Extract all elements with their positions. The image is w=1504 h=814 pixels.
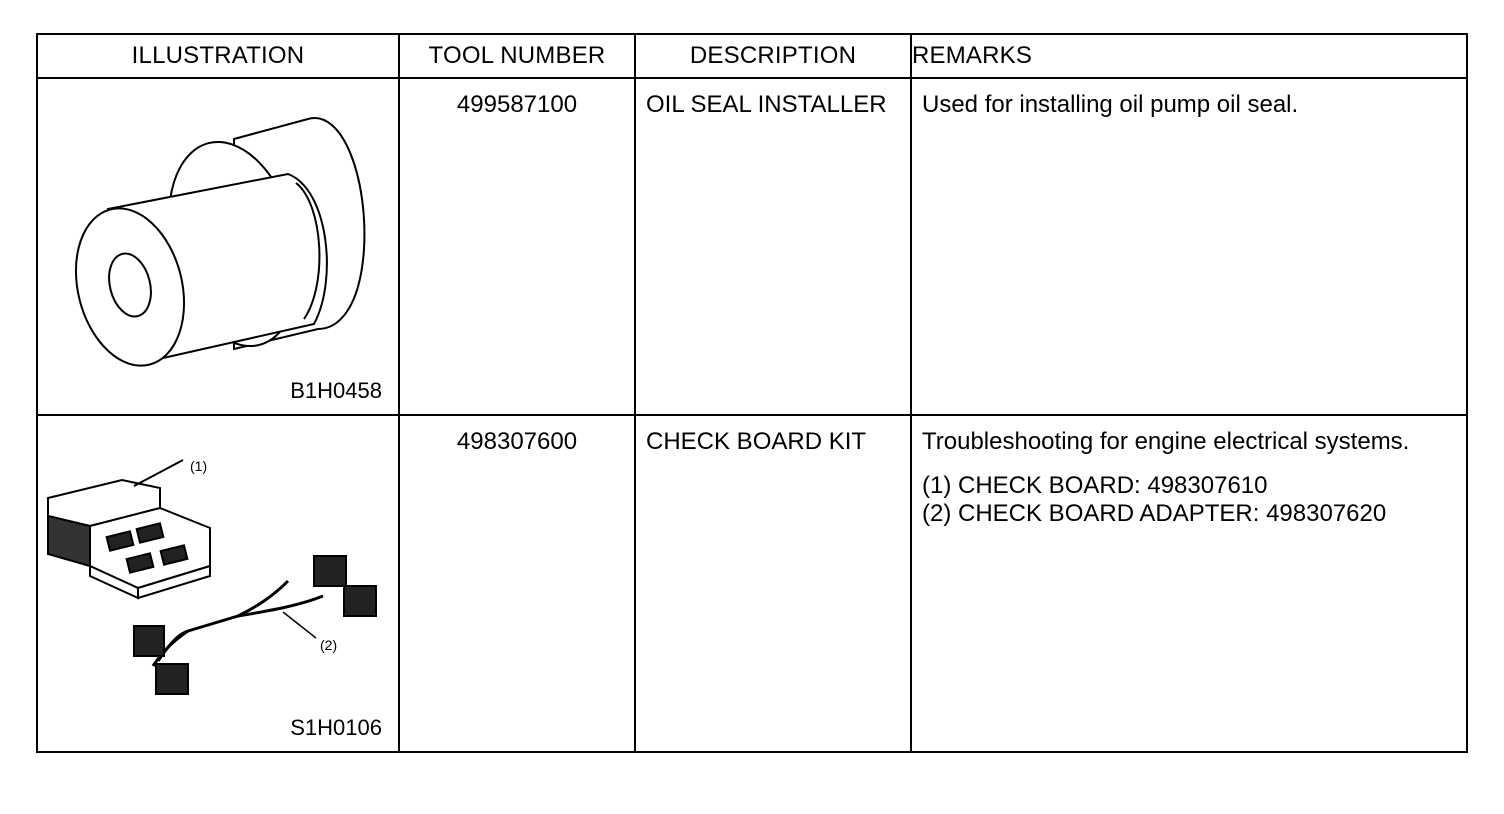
remarks-item: (2) CHECK BOARD ADAPTER: 498307620	[922, 500, 1387, 527]
callout-2: (2)	[320, 637, 338, 653]
tool-description: OIL SEAL INSTALLER	[635, 78, 911, 415]
tool-remarks: Used for installing oil pump oil seal.	[911, 78, 1467, 415]
header-illustration: ILLUSTRATION	[37, 34, 399, 78]
check-board-kit-illustration	[38, 416, 398, 751]
remarks-item: (1) CHECK BOARD: 498307610	[922, 472, 1268, 499]
illustration-code: S1H0106	[290, 715, 382, 740]
illustration-cell	[37, 78, 399, 415]
oil-seal-installer-illustration	[38, 79, 398, 414]
illustration-cell	[37, 415, 399, 752]
illustration-code: B1H0458	[290, 378, 382, 403]
tool-number: 499587100	[399, 78, 635, 415]
header-tool-number: TOOL NUMBER	[399, 34, 635, 78]
tool-remarks-cell	[911, 415, 1467, 752]
header-description: DESCRIPTION	[635, 34, 911, 78]
callout-1: (1)	[190, 458, 208, 474]
header-remarks: REMARKS	[911, 34, 1467, 78]
special-tools-table-frame	[36, 33, 1466, 760]
tool-number: 498307600	[399, 415, 635, 752]
tool-remarks: Troubleshooting for engine electrical systems.	[922, 428, 1410, 455]
table-row	[37, 78, 1467, 415]
tool-description: CHECK BOARD KIT	[635, 415, 911, 752]
table-row	[37, 415, 1467, 752]
special-tools-table	[36, 33, 1468, 753]
table-header-row	[37, 34, 1467, 78]
